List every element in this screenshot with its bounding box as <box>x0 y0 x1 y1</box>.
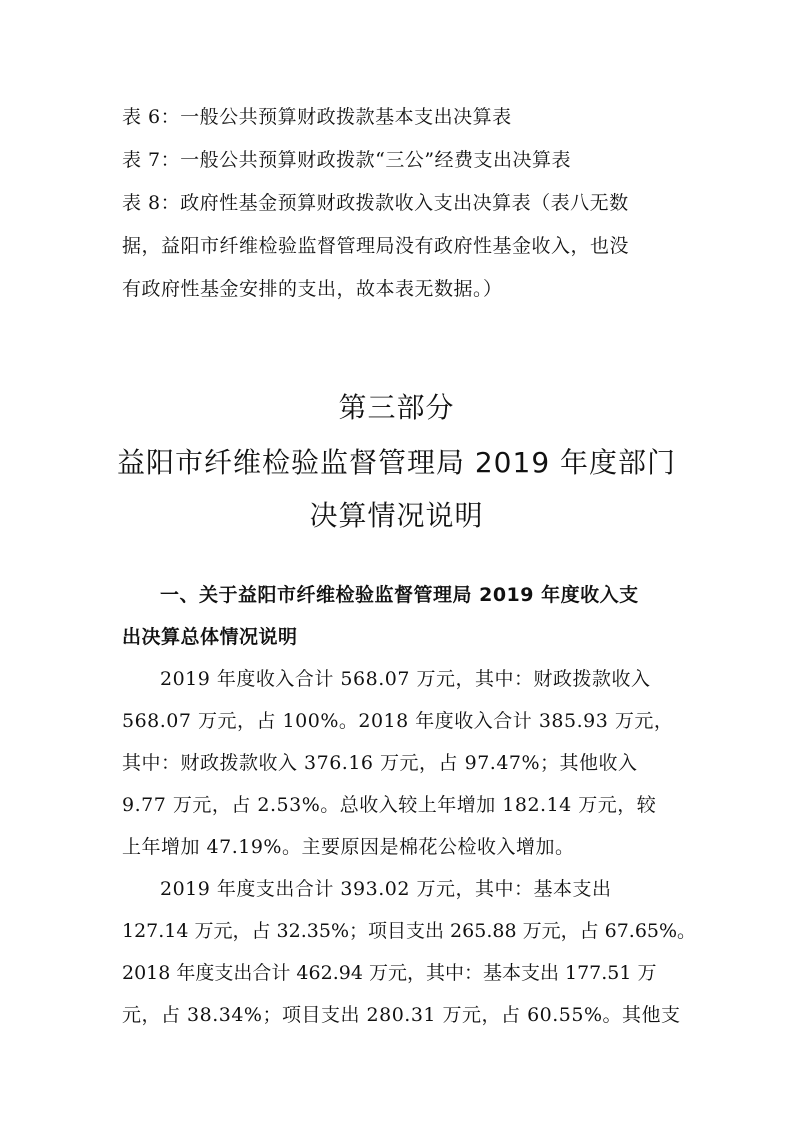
income-paragraph-line-1: 2019 年度收入合计 568.07 万元，其中：财政拨款收入 <box>160 668 651 690</box>
income-paragraph-line-5: 上年增加 47.19%。主要原因是棉花公检收入增加。 <box>122 836 575 858</box>
table-list-item-7: 表 7：一般公共预算财政拨款“三公”经费支出决算表 <box>122 149 572 171</box>
income-paragraph-line-4: 9.77 万元，占 2.53%。总收入较上年增加 182.14 万元，较 <box>122 794 657 816</box>
expense-paragraph-line-3: 2018 年度支出合计 462.94 万元，其中：基本支出 177.51 万 <box>122 962 657 984</box>
table-list-item-8-cont-1: 据，益阳市纤维检验监督管理局没有政府性基金收入，也没 <box>122 235 630 257</box>
part-title-label: 第三部分 <box>338 391 455 424</box>
part-title-sub: 决算情况说明 <box>309 499 484 532</box>
expense-paragraph-line-4: 元，占 38.34%；项目支出 280.31 万元，占 60.55%。其他支 <box>122 1004 681 1026</box>
table-list-item-8: 表 8：政府性基金预算财政拨款收入支出决算表（表八无数 <box>122 192 629 214</box>
part-title-main: 益阳市纤维检验监督管理局 2019 年度部门 <box>116 446 677 479</box>
section-1-heading-line-1: 一、关于益阳市纤维检验监督管理局 2019 年度收入支 <box>160 584 639 606</box>
table-list-item-6: 表 6：一般公共预算财政拨款基本支出决算表 <box>122 106 512 128</box>
section-1-heading-line-2: 出决算总体情况说明 <box>122 626 298 648</box>
table-list-item-8-cont-2: 有政府性基金安排的支出，故本表无数据。） <box>122 278 503 300</box>
expense-paragraph-line-1: 2019 年度支出合计 393.02 万元，其中：基本支出 <box>160 878 612 900</box>
income-paragraph-line-2: 568.07 万元，占 100%。2018 年度收入合计 385.93 万元， <box>122 710 674 732</box>
expense-paragraph-line-2: 127.14 万元，占 32.35%；项目支出 265.88 万元，占 67.65%。 <box>122 920 697 942</box>
income-paragraph-line-3: 其中：财政拨款收入 376.16 万元，占 97.47%；其他收入 <box>122 752 638 774</box>
